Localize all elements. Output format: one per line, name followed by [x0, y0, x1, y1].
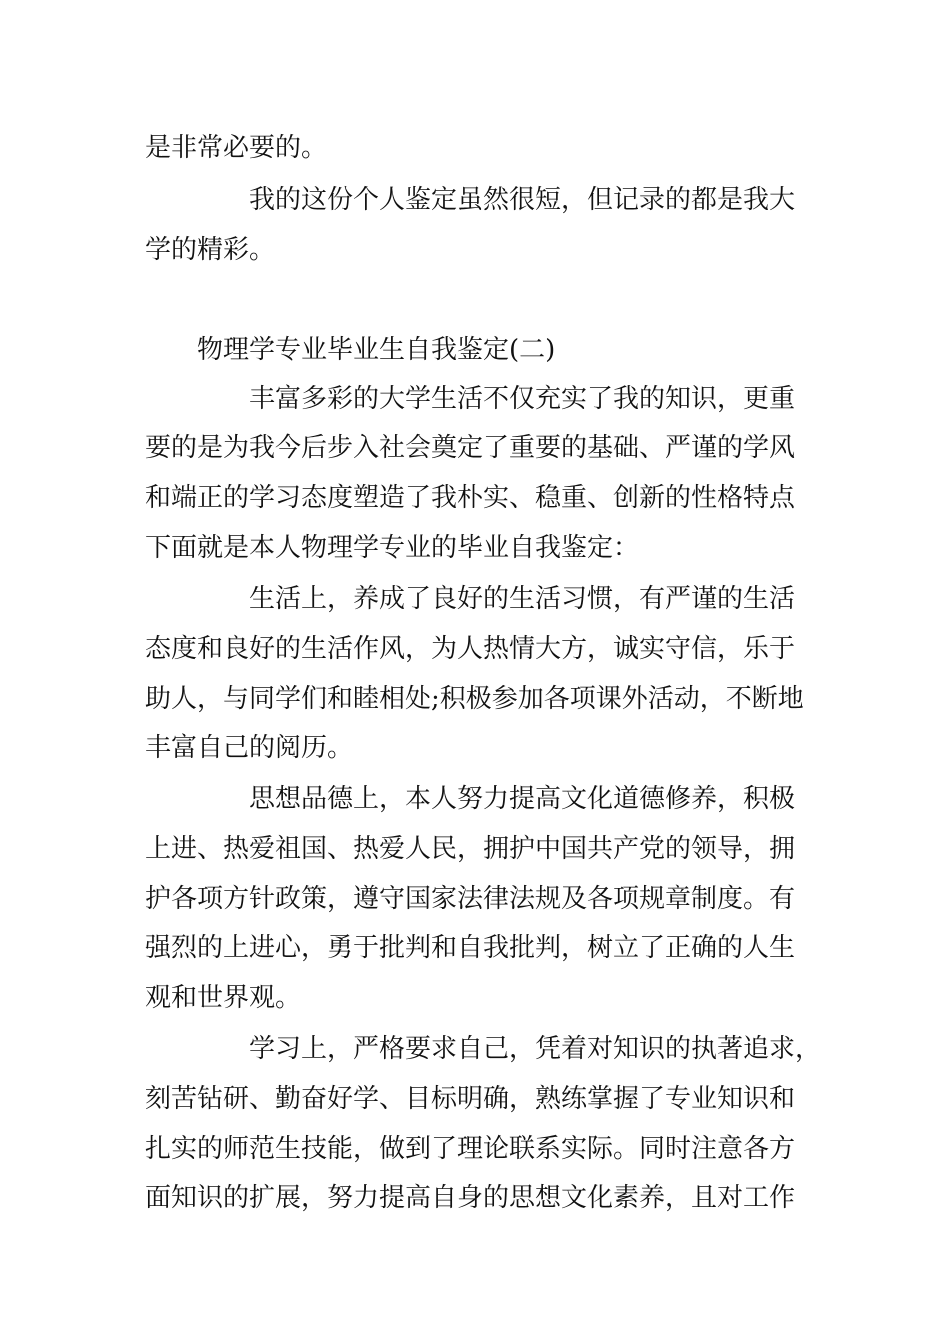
text-line: 丰富自己的阅历。	[145, 733, 354, 763]
text-line: 面知识的扩展，努力提高自身的思想文化素养，且对工作	[145, 1183, 796, 1213]
text-line: 强烈的上进心，勇于批判和自我批判，树立了正确的人生	[145, 933, 796, 963]
text-line: 护各项方针政策，遵守国家法律法规及各项规章制度。有	[145, 884, 796, 914]
text-line: 学习上，严格要求自己，凭着对知识的执著追求，	[249, 1034, 822, 1064]
text-line: 助人，与同学们和睦相处;积极参加各项课外活动，不断地	[145, 684, 804, 714]
text-line: 观和世界观。	[145, 983, 302, 1013]
text-line: 生活上，养成了良好的生活习惯，有严谨的生活	[249, 584, 796, 614]
text-line: 扎实的师范生技能，做到了理论联系实际。同时注意各方	[145, 1134, 796, 1164]
text-line: 是非常必要的。	[145, 133, 328, 163]
text-line: 思想品德上，本人努力提高文化道德修养，积极	[249, 784, 796, 814]
text-line: 刻苦钻研、勤奋好学、目标明确，熟练掌握了专业知识和	[145, 1084, 796, 1114]
text-line: 下面就是本人物理学专业的毕业自我鉴定：	[145, 533, 640, 563]
text-line: 学的精彩。	[145, 235, 276, 265]
text-line: 我的这份个人鉴定虽然很短，但记录的都是我大	[249, 185, 796, 215]
text-line: 丰富多彩的大学生活不仅充实了我的知识，更重	[249, 384, 796, 414]
text-line: 态度和良好的生活作风，为人热情大方，诚实守信，乐于	[145, 634, 796, 664]
text-line: 和端正的学习态度塑造了我朴实、稳重、创新的性格特点	[145, 483, 796, 513]
text-line: 上进、热爱祖国、热爱人民，拥护中国共产党的领导，拥	[145, 834, 796, 864]
section-title: 物理学专业毕业生自我鉴定(二)	[197, 335, 556, 365]
text-line: 要的是为我今后步入社会奠定了重要的基础、严谨的学风	[145, 433, 796, 463]
